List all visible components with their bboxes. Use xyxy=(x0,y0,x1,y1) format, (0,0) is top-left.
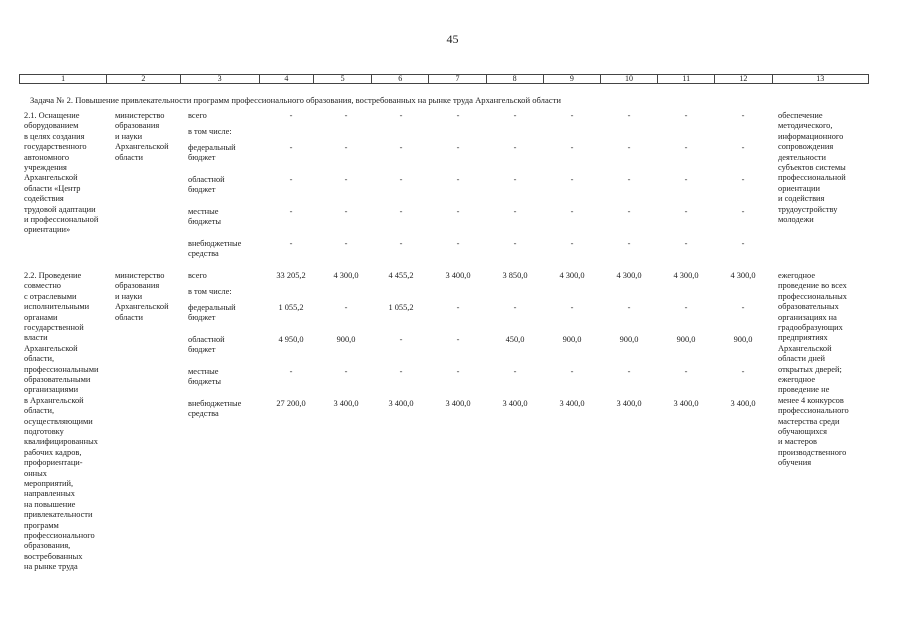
funding-value: - xyxy=(344,175,348,184)
funding-value: - xyxy=(741,143,745,152)
funding-value: 900,0 xyxy=(619,335,639,344)
funding-value: - xyxy=(627,367,631,376)
activity-name-line: ориентации» xyxy=(24,225,71,235)
funding-value: - xyxy=(344,303,348,312)
result-line: профессиональной xyxy=(778,173,846,183)
executor-line: и науки xyxy=(115,291,143,301)
activity-name-line: области, xyxy=(24,406,55,416)
funding-value: - xyxy=(513,111,517,120)
funding-value: - xyxy=(513,143,517,152)
activity-name-line: учреждения xyxy=(24,163,67,172)
column-number: 13 xyxy=(772,75,868,84)
activity-name-line: квалифицированных xyxy=(24,437,98,447)
funding-value: 3 400,0 xyxy=(333,399,359,408)
funding-value: - xyxy=(513,239,517,248)
column-number: 2 xyxy=(107,75,180,84)
activity-name-line: трудовой адаптации xyxy=(24,204,96,214)
result-line: обучения xyxy=(778,458,812,468)
funding-value: 3 400,0 xyxy=(616,399,642,408)
funding-value: - xyxy=(741,111,745,120)
activity-name-line: государственной xyxy=(24,323,84,332)
funding-value: 3 850,0 xyxy=(502,271,528,280)
funding-value: - xyxy=(456,143,460,152)
funding-value: 33 205,2 xyxy=(276,271,306,280)
activity-name-line: оборудованием xyxy=(24,121,79,131)
funding-value: - xyxy=(570,303,574,312)
activity-name-line: программ xyxy=(24,520,59,530)
funding-value: 900,0 xyxy=(733,335,753,344)
column-number: 3 xyxy=(180,75,259,84)
funding-source-label: областной xyxy=(188,335,225,344)
activity-name-line: совместно xyxy=(24,281,61,291)
result-line: обеспечение xyxy=(778,111,823,120)
funding-value: 3 400,0 xyxy=(445,271,471,280)
funding-source-label: бюджет xyxy=(188,185,216,195)
result-line: проведение не xyxy=(778,385,830,395)
funding-value: 3 400,0 xyxy=(388,399,414,408)
funding-value: - xyxy=(684,207,688,216)
result-line: профессионального xyxy=(778,406,849,416)
result-line: деятельности xyxy=(778,152,826,162)
funding-value: - xyxy=(627,175,631,184)
column-number: 9 xyxy=(543,75,600,84)
funding-value: - xyxy=(513,367,517,376)
result-line: образовательных xyxy=(778,302,839,312)
funding-value: - xyxy=(289,143,293,152)
funding-value: 3 400,0 xyxy=(445,399,471,408)
result-line: проведение во всех xyxy=(778,281,847,291)
funding-value: - xyxy=(289,175,293,184)
funding-value: 900,0 xyxy=(562,335,582,344)
funding-value: - xyxy=(344,367,348,376)
activity-name-line: власти xyxy=(24,333,48,343)
activity-name-line: востребованных xyxy=(24,551,83,561)
result-line: менее 4 конкурсов xyxy=(778,395,844,405)
result-line: субъектов системы xyxy=(778,163,846,172)
funding-value: 3 400,0 xyxy=(559,399,585,408)
result-line: области дней xyxy=(778,354,826,364)
funding-value: - xyxy=(627,111,631,120)
executor-line: области xyxy=(115,152,143,162)
activity-name-line: в целях создания xyxy=(24,131,85,141)
funding-value: - xyxy=(570,175,574,184)
result-line: профессиональных xyxy=(778,291,847,301)
funding-value: - xyxy=(399,143,403,152)
result-line: обучающихся xyxy=(778,427,827,436)
funding-value: 900,0 xyxy=(676,335,696,344)
funding-value: - xyxy=(570,111,574,120)
funding-source-label: всего xyxy=(188,271,207,280)
result-line: ежегодное xyxy=(778,375,816,384)
result-line: методического, xyxy=(778,121,833,131)
funding-value: - xyxy=(344,239,348,248)
funding-value: - xyxy=(741,367,745,376)
activity-name-line: подготовку xyxy=(24,427,64,436)
result-line: информационного xyxy=(778,131,844,141)
result-line: сопровождения xyxy=(778,142,834,152)
activity-name-line: профессионального xyxy=(24,531,95,540)
result-line: производственного xyxy=(778,447,847,457)
funding-value: 4 300,0 xyxy=(559,271,585,280)
funding-value: - xyxy=(399,367,403,376)
funding-value: - xyxy=(344,143,348,152)
executor-line: и науки xyxy=(115,131,143,141)
funding-value: - xyxy=(456,303,460,312)
funding-value: - xyxy=(741,303,745,312)
funding-value: 900,0 xyxy=(336,335,356,344)
funding-value: - xyxy=(684,367,688,376)
funding-source-label: в том числе: xyxy=(188,287,232,296)
activity-name-line: области, xyxy=(24,354,55,364)
funding-source-label: средства xyxy=(188,409,219,419)
activity-name-line: содействия xyxy=(24,194,64,204)
funding-source-label: бюджет xyxy=(188,153,216,163)
result-line: организациях на xyxy=(778,312,837,322)
activity-name-line: образовательными xyxy=(24,375,91,384)
funding-source-label: местные xyxy=(188,367,219,376)
activity-name-line: в Архангельской xyxy=(24,395,84,405)
result-line: молодежи xyxy=(778,215,814,224)
funding-value: - xyxy=(627,239,631,248)
funding-value: - xyxy=(513,303,517,312)
funding-source-label: областной xyxy=(188,175,225,184)
column-number: 8 xyxy=(486,75,543,84)
result-line: Архангельской xyxy=(778,343,832,353)
funding-value: - xyxy=(570,367,574,376)
result-line: мастерства среди xyxy=(778,416,840,426)
funding-value: - xyxy=(627,143,631,152)
activity-name-line: с отраслевыми xyxy=(24,291,77,301)
executor-line: Архангельской xyxy=(115,142,169,152)
activity-name-line: привлекательности xyxy=(24,510,93,520)
funding-value: 3 400,0 xyxy=(502,399,528,408)
result-line: и содействия xyxy=(778,194,825,204)
column-number: 11 xyxy=(658,75,715,84)
page-number: 45 xyxy=(446,32,459,46)
funding-value: - xyxy=(627,207,631,216)
funding-value: - xyxy=(684,175,688,184)
funding-value: - xyxy=(456,111,460,120)
funding-value: - xyxy=(570,239,574,248)
column-number: 10 xyxy=(600,75,657,84)
executor-line: Архангельской xyxy=(115,302,169,312)
funding-source-label: федеральный xyxy=(188,143,236,152)
funding-value: - xyxy=(741,207,745,216)
funding-value: - xyxy=(399,175,403,184)
activity-name-line: органами xyxy=(24,312,58,322)
activity-name-line: автономного xyxy=(24,152,70,162)
activity-name-line: на повышение xyxy=(24,499,76,509)
funding-value: - xyxy=(684,239,688,248)
funding-source-label: бюджеты xyxy=(188,377,222,387)
executor-line: министерство xyxy=(115,111,165,120)
funding-value: - xyxy=(741,239,745,248)
funding-value: - xyxy=(741,175,745,184)
activity-name-line: государственного xyxy=(24,142,87,152)
activity-name-line: профессиональными xyxy=(24,364,99,374)
activity-name-line: 2.1. Оснащение xyxy=(24,111,80,120)
funding-value: - xyxy=(456,335,460,344)
funding-source-label: внебюджетные xyxy=(188,239,242,248)
activity-name-line: осуществляющими xyxy=(24,416,93,426)
column-number: 1 xyxy=(20,75,107,84)
funding-value: - xyxy=(684,111,688,120)
funding-value: - xyxy=(684,303,688,312)
executor-line: образования xyxy=(115,281,160,291)
activity-name-line: на рынке труда xyxy=(24,562,78,572)
activity-name-line: исполнительными xyxy=(24,302,90,312)
funding-value: 1 055,2 xyxy=(388,303,414,312)
funding-value: - xyxy=(289,239,293,248)
funding-value: - xyxy=(399,207,403,216)
result-line: ориентации xyxy=(778,183,820,193)
funding-value: 4 950,0 xyxy=(278,335,304,344)
activity-name-line: Архангельской xyxy=(24,343,78,353)
funding-value: - xyxy=(344,207,348,216)
funding-value: - xyxy=(456,207,460,216)
funding-source-label: внебюджетные xyxy=(188,399,242,408)
activity-name-line: организациями xyxy=(24,385,79,395)
funding-value: - xyxy=(289,111,293,120)
funding-value: - xyxy=(289,367,293,376)
activity-name-line: онных xyxy=(24,468,47,478)
executor-line: образования xyxy=(115,121,160,131)
column-number: 7 xyxy=(429,75,486,84)
funding-value: - xyxy=(289,207,293,216)
result-line: и мастеров xyxy=(778,437,817,447)
result-line: ежегодное xyxy=(778,271,816,280)
activity-name-line: Архангельской xyxy=(24,173,78,183)
activity-name-line: области «Центр xyxy=(24,183,81,193)
funding-value: - xyxy=(570,207,574,216)
funding-value: - xyxy=(513,175,517,184)
activity-name-line: 2.2. Проведение xyxy=(24,271,82,280)
funding-value: - xyxy=(570,143,574,152)
column-number: 5 xyxy=(314,75,372,84)
funding-value: 4 300,0 xyxy=(333,271,359,280)
funding-value: - xyxy=(513,207,517,216)
funding-value: - xyxy=(456,175,460,184)
result-line: открытых дверей; xyxy=(778,364,842,374)
funding-source-label: федеральный xyxy=(188,303,236,312)
funding-value: - xyxy=(684,143,688,152)
funding-source-label: бюджеты xyxy=(188,217,222,227)
column-number: 6 xyxy=(372,75,429,84)
funding-value: - xyxy=(399,335,403,344)
funding-source-label: средства xyxy=(188,249,219,259)
funding-source-label: бюджет xyxy=(188,345,216,355)
result-line: предприятиях xyxy=(778,333,828,343)
activity-name-line: и профессиональной xyxy=(24,215,99,224)
executor-line: области xyxy=(115,312,143,322)
column-number: 12 xyxy=(715,75,772,84)
funding-value: - xyxy=(456,367,460,376)
activity-name-line: образования, xyxy=(24,541,71,551)
funding-source-label: бюджет xyxy=(188,313,216,323)
activity-name-line: профориентаци- xyxy=(24,458,83,468)
funding-value: 4 455,2 xyxy=(388,271,414,280)
activity-name-line: рабочих кадров, xyxy=(24,447,82,457)
funding-value: - xyxy=(399,111,403,120)
funding-value: - xyxy=(456,239,460,248)
funding-value: - xyxy=(399,239,403,248)
funding-value: 450,0 xyxy=(505,335,525,344)
result-line: градообразующих xyxy=(778,323,843,332)
funding-value: - xyxy=(344,111,348,120)
funding-value: - xyxy=(627,303,631,312)
funding-value: 4 300,0 xyxy=(673,271,699,280)
column-number: 4 xyxy=(259,75,313,84)
activity-name-line: мероприятий, xyxy=(24,479,74,488)
funding-value: 3 400,0 xyxy=(673,399,699,408)
funding-value: 3 400,0 xyxy=(730,399,756,408)
funding-value: 4 300,0 xyxy=(616,271,642,280)
task-title: Задача № 2. Повышение привлекательности программ профессионального образования, востребованных на рынке труда Архангельской области xyxy=(30,95,561,105)
funding-source-label: местные xyxy=(188,207,219,216)
funding-source-label: всего xyxy=(188,111,207,120)
result-line: трудоустройству xyxy=(778,204,838,214)
funding-value: 27 200,0 xyxy=(276,399,306,408)
column-header-row xyxy=(19,74,869,84)
funding-value: 1 055,2 xyxy=(278,303,304,312)
executor-line: министерство xyxy=(115,271,165,280)
funding-source-label: в том числе: xyxy=(188,127,232,136)
funding-value: 4 300,0 xyxy=(730,271,756,280)
activity-name-line: направленных xyxy=(24,489,75,499)
